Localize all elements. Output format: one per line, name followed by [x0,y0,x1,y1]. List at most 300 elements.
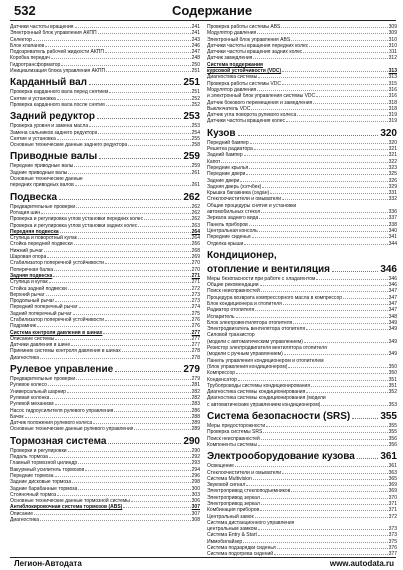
toc-page-ref: 259 [191,163,200,170]
dot-leader [131,501,191,502]
toc-page-ref: 270 [191,266,200,273]
dot-leader [236,317,388,318]
dot-leader [85,470,191,471]
toc-entry-title: (модели с автоматическим управлением) [207,338,303,345]
toc-page-ref: 363 [388,469,397,476]
toc-page-ref: 316 [388,93,397,100]
dot-leader [49,457,191,458]
toc-entry-title: Проверка работы системы VDC [207,80,281,87]
dot-leader [89,126,191,127]
toc-page-ref: 331 [388,190,397,197]
toc-entry-title: Испаритель [207,313,235,320]
toc-page-ref: 351 [388,376,397,383]
toc-left-column [10,24,200,523]
toc-entry-title: Система безопасности (SRS) [207,411,351,423]
toc-entry-title: Датчики частоты вращения [10,24,74,30]
dot-leader [263,432,387,433]
dot-leader [109,92,190,93]
dot-leader [106,71,191,72]
toc-entry-title: Система дистанционного управления [207,519,295,526]
dot-leader [57,139,191,140]
dot-leader [282,199,388,200]
toc-entry-title: Панель приборов [207,221,248,228]
toc-entry-title: Стабилизатор поперечной устойчивости [10,260,104,267]
toc-entry-title: Передние крылья [207,164,249,171]
dot-leader [244,244,387,245]
dot-leader [236,373,388,374]
toc-entry-title: Система Entry & Start [207,532,257,539]
toc-page-ref: 262 [191,203,200,210]
toc-entry-title: Зеркала заднего вида [207,215,259,222]
toc-entry-title: Датчик угла поворота рулевого колеса [207,112,297,119]
toc-entry-title: Задние барабанные тормоза [10,485,78,492]
toc-entry-title: Проверка системы SRS [207,429,263,436]
toc-entry-title: Стеклоочистители и омыватели [207,469,282,476]
toc-section-heading [207,128,397,139]
toc-entry-title: Основные технические данные тормозной системы [10,498,130,505]
toc-page-ref: 356 [388,441,397,448]
dot-leader [40,358,191,359]
toc-entry-title: Электродвигатель вентилятора отопителя [207,326,306,333]
toc-page-ref: 272 [191,285,200,292]
toc-page-ref: 371 [388,501,397,507]
toc-entry-title: Коробка передач [10,55,50,62]
toc-entry-title: Резистор электродвигателя вентилятора отопителя [207,345,327,352]
toc-page-ref: 347 [388,288,397,295]
toc-page-ref: 296 [191,472,200,479]
dot-leader [259,231,388,232]
toc-entry-title: Передний поперечный рычаг [10,304,78,311]
toc-page-ref: 243 [191,36,200,43]
toc-entry-title: Конденсатор [207,376,237,383]
toc-page-ref: 349 [388,351,397,358]
toc-entry-title: Замена сальников заднего редуктора [10,129,98,136]
toc-entry-title: (блок управления кондиционером) [207,363,288,370]
toc-entry-title: Электропривод зеркал [207,494,260,501]
dot-leader [57,495,190,496]
dot-leader [235,466,388,467]
toc-page-ref: 306 [191,498,200,505]
toc-entry-title: Система контроля давления в шинах [10,329,103,336]
toc-page-ref: 252 [191,101,200,108]
toc-page-ref: 290 [191,447,200,454]
toc-entry-title: Стеклоочистители и омыватели [207,196,282,203]
toc-page-ref: 292 [191,454,200,461]
toc-entry-title: Проверка и регулировка углов установки задних колес [10,222,138,229]
toc-entry-title: Подвеска [10,191,58,203]
page-footer [10,557,396,570]
dot-leader [258,77,387,78]
toc-page-ref: 361 [380,451,397,463]
toc-entry-title: Общие процедуры снятия и установки [207,202,297,209]
dot-leader [252,237,388,238]
page-number: 532 [14,3,36,18]
toc-page-ref: 338 [388,221,397,228]
toc-page-ref: 310 [388,36,397,43]
toc-entry-title: Задний бампер [207,152,243,159]
toc-entry [207,442,397,448]
toc-entry-title: Проверка карданного вала после снятия [10,101,105,108]
toc-entry-title: Компоненты системы [207,441,258,448]
toc-entry-title: Общие рекомендации [207,282,259,289]
toc-entry-title: курсовой устойчивости (VDC) [207,68,282,75]
toc-page-ref: 277 [191,342,200,349]
toc-entry-title: Диагностика системы кондиционирования (модели [207,395,326,402]
toc-page-ref: 313 [388,74,397,81]
toc-entry-title: Описание [10,510,34,517]
dot-leader [249,168,387,169]
dot-leader [257,90,387,91]
toc-entry-title: Продольный рычаг [10,298,55,305]
dot-leader [76,207,190,208]
toc-section-heading [10,436,200,447]
toc-page-ref: 286 [191,407,200,414]
toc-page-ref: 262 [191,216,200,223]
toc-page-ref: 350 [388,363,397,370]
toc-entry-title: Иммобилайзер [207,538,243,545]
toc-page-ref: 336 [388,209,397,216]
toc-page-ref: 288 [191,413,200,420]
toc-entry-title: Рулевое управление [10,364,114,376]
toc-entry-title: с автоматическим управлением кондиционером) [207,401,321,408]
toc-entry-title: Радиатор отопителя [207,307,255,314]
dot-leader [311,386,388,387]
toc-entry-title: Передние двери [207,171,246,178]
toc-page-ref: 309 [388,24,397,30]
dot-leader [37,326,191,327]
toc-page-ref: 326 [388,177,397,184]
dot-leader [54,270,191,271]
dot-leader [281,27,387,28]
toc-entry-title: Проверка работы системы ABS [207,24,281,30]
toc-page-ref: 278 [191,354,200,361]
dot-leader [240,181,387,182]
toc-entry-title: Система подзарядки сиденья [207,545,276,552]
toc-entry-title: Центральная консоль [207,227,258,234]
toc-entry-title: Тормозная система [10,435,107,447]
toc-entry-title: Выключатель VDC [207,105,251,112]
dot-leader [45,46,190,47]
toc-section-heading [10,364,200,375]
toc-page-ref: 346 [380,263,397,275]
toc-entry-title: Кузов [207,127,236,139]
toc-entry-title: Система поддержания [207,61,263,68]
toc-page-ref: 332 [388,196,397,203]
dot-leader [291,40,388,41]
toc-right-column [207,24,397,558]
dot-leader [259,218,387,219]
toc-page-ref: 373 [388,526,397,533]
publisher-name: Легион-Автодата [14,559,82,568]
toc-entry-title: Ротация шин [10,209,41,216]
dot-leader [260,285,388,286]
toc-page-ref: 253 [191,123,200,130]
toc-entry-title: Шаровая опора [10,254,47,261]
toc-page-ref: 300 [191,485,200,492]
dot-leader [48,385,191,386]
toc-page-ref: 319 [388,118,397,125]
toc-entry-title: Задний редуктор [10,111,95,123]
toc-entry-title: Модулятор давления [207,30,257,37]
toc-entry-title: Передние приводные валы [10,163,74,170]
dot-leader [33,40,191,41]
toc-page-ref: 248 [191,55,200,62]
dot-leader [75,185,191,186]
toc-page-ref: 261 [191,182,200,189]
dot-leader [261,291,388,292]
toc-page-ref: 276 [191,323,200,330]
toc-page-ref: 355 [380,411,397,423]
toc-page-ref: 258 [191,142,200,149]
toc-page-ref: 307 [191,510,200,517]
toc-entry-title: Стойка передней подвески [10,241,73,248]
toc-page-ref: 241 [191,24,200,30]
toc-page-ref: 298 [191,479,200,486]
toc-entry [10,355,200,361]
dot-leader [25,417,191,418]
dot-leader [270,193,388,194]
dot-leader [274,554,388,555]
toc-entry-title: Задняя подвеска [10,272,53,279]
toc-page-ref: 279 [191,376,200,383]
toc-page-ref: 310 [388,42,397,49]
toc-section-heading [207,264,397,275]
toc-page-ref: 253 [183,111,200,123]
toc-entry-title: Стояночный тормоз [10,491,57,498]
toc-page-ref: 259 [183,151,200,163]
toc-entry-title: Кондиционер, [207,249,277,261]
dot-leader [71,345,191,346]
toc-entry-title: Предварительные проверки [10,203,76,210]
toc-page-ref: 371 [388,507,397,514]
toc-page-ref: 322 [388,158,397,165]
toc-entry-title: Датчики частоты вращения передних колес [207,42,309,49]
toc-entry-title: Насос гидроусилителя рулевого управления [10,407,114,414]
toc-entry-title: Бачок [10,413,24,420]
toc-page-ref: 290 [183,435,200,447]
toc-entry-title: Описание системы [10,335,55,342]
toc-page-ref: 352 [388,389,397,396]
dot-leader [59,199,181,200]
toc-entry-title: Комбинация приборов [207,507,260,514]
toc-entry-title: Блок клапанов [10,42,45,49]
toc-page-ref: 355 [388,423,397,430]
toc-entry-title: Вакуумный усилитель тормозов [10,466,85,473]
toc-page-ref: 276 [191,316,200,323]
dot-leader [55,339,190,340]
toc-entry-title: Электрооборудование кузова [207,451,355,463]
dot-leader [53,276,190,277]
toc-entry-title: отопление и вентиляция [207,263,330,275]
dot-leader [78,238,191,239]
dot-leader [105,52,191,53]
dot-leader [246,174,387,175]
toc-entry-title: Задние приводные валы [10,169,68,176]
toc-page-ref: 264 [191,228,200,235]
dot-leader [44,251,191,252]
dot-leader [97,118,181,119]
dot-leader [55,301,190,302]
toc-entry-title: Проверка уровня и замена масла [10,123,89,130]
toc-page-ref: 319 [388,112,397,119]
toc-page-ref: 246 [191,42,200,49]
toc-entry [207,241,397,247]
toc-entry-title: Приводные валы [10,151,98,163]
toc-entry-title: Основные технические данные рулевого управления [10,426,134,433]
dot-leader [46,295,191,296]
toc-page-ref: 279 [183,364,200,376]
toc-page-ref: 281 [191,382,200,389]
toc-entry-title: передних приводных валов [10,182,74,189]
toc-page-ref: 262 [191,209,200,216]
toc-page-ref: 307 [191,504,200,511]
toc-page-ref: 263 [191,222,200,229]
toc-entry-title: Стабилизатор поперечной устойчивости [10,316,104,323]
dot-leader [283,304,388,305]
toc-page-ref: 340 [388,227,397,234]
dot-leader [255,310,387,311]
toc-entry-title: и электронный блок управления системы VDC [207,93,316,100]
dot-leader [261,498,388,499]
toc-entry-title: Компрессор [207,370,236,377]
toc-entry-title: центральным замком [207,526,257,533]
toc-section-heading [10,77,200,88]
toc-page-ref: 278 [191,348,200,355]
dot-leader [257,33,387,34]
toc-entry-title: Карданный вал [10,77,88,89]
toc-entry-title: Гидротрансформатор [10,61,61,68]
toc-entry-title: Электропривод зеркал [207,501,260,507]
dot-leader [68,451,191,452]
dot-leader [309,46,387,47]
dot-leader [321,405,387,406]
dot-leader [306,329,388,330]
dot-leader [123,507,190,508]
dot-leader [93,423,191,424]
dot-leader [98,33,191,34]
dot-leader [332,271,378,272]
toc-page-ref: 350 [388,370,397,377]
dot-leader [244,155,388,156]
toc-page-ref: 262 [183,191,200,203]
toc-section-heading [207,411,397,422]
toc-entry-title: Верхний рычаг [10,291,45,298]
toc-entry-title: Меры предосторожности [207,423,266,430]
toc-page-ref: 271 [191,272,200,279]
toc-entry-title: Силовой транзистор [207,332,255,339]
dot-leader [138,226,190,227]
dot-leader [352,418,378,419]
toc-entry-title: Подрамник [10,323,36,330]
toc-page-ref: 250 [191,61,200,68]
toc-page-ref: 347 [388,307,397,314]
toc-page-ref: 271 [191,279,200,286]
dot-leader [72,482,191,483]
toc-page-ref: 349 [388,338,397,345]
toc-entry-title: Датчик замедления [207,55,253,62]
dot-leader [304,342,388,343]
dot-leader [288,367,387,368]
toc-page-ref: 376 [388,545,397,552]
toc-page-ref: 321 [388,146,397,153]
dot-leader [250,143,388,144]
dot-leader [108,443,181,444]
toc-entry-title: Антиблокировочная система тормозов (ABS) [10,504,123,511]
toc-entry-title: Задние двери [207,177,240,184]
toc-entry-title: Основные технические данные [10,176,83,183]
toc-page-ref: 361 [388,463,397,470]
dot-leader [98,133,190,134]
dot-leader [316,96,388,97]
toc-page-ref: 369 [388,488,397,495]
toc-page-ref: 375 [388,538,397,545]
toc-page-ref: 337 [388,215,397,222]
toc-entry [10,68,200,74]
dot-leader [47,257,190,258]
dot-leader [40,520,191,521]
dot-leader [51,58,191,59]
toc-section-heading [10,192,200,203]
toc-entry-title: Снятие и установка [10,135,56,142]
toc-entry-title: Электронный блок управления АКПП [10,30,97,37]
toc-entry-title: Датчик бокового перемещения и замедления [207,99,313,106]
toc-page-ref: 308 [191,517,200,523]
dot-leader [286,121,388,122]
toc-entry [10,182,200,188]
toc-entry-title: Ступица и кулак [10,279,48,286]
dot-leader [34,514,191,515]
toc-section-heading [10,111,200,122]
toc-entry-title: Датчики давления в шине [10,342,71,349]
toc-entry [10,426,200,432]
dot-leader [221,162,387,163]
dot-leader [260,510,387,511]
toc-entry-title: Поиск неисправностей [207,435,260,442]
dot-leader [253,58,387,59]
toc-entry-title: Блок электровентилятора отопителя [207,319,293,326]
dot-leader [122,351,191,352]
toc-page-ref: 294 [191,466,200,473]
dot-leader [73,314,191,315]
toc-page-ref: 347 [388,294,397,301]
dot-leader [68,173,190,174]
dot-leader [79,307,191,308]
toc-page-ref: 252 [191,95,200,102]
dot-leader [57,99,191,100]
dot-leader [357,458,378,459]
dot-leader [277,548,388,549]
dot-leader [78,463,191,464]
toc-entry-title: Диагностика [10,354,39,361]
dot-leader [75,27,191,28]
dot-leader [246,485,387,486]
toc-page-ref: 247 [191,49,200,56]
toc-page-ref: 261 [191,169,200,176]
toc-page-ref: 275 [191,310,200,317]
dot-leader [258,535,388,536]
toc-entry-title: автомобильных стекол [207,209,261,216]
dot-leader [61,65,190,66]
toc-page-ref: 309 [388,30,397,37]
toc-page-ref: 269 [191,254,200,261]
dot-leader [50,398,190,399]
dot-leader [303,52,388,53]
dot-leader [262,187,387,188]
toc-entry-title: Передняя подвеска [10,228,59,235]
toc-entry-title: Передние сиденья [207,234,251,241]
dot-leader [60,232,191,233]
toc-entry-title: Отделка крыши [207,240,244,247]
